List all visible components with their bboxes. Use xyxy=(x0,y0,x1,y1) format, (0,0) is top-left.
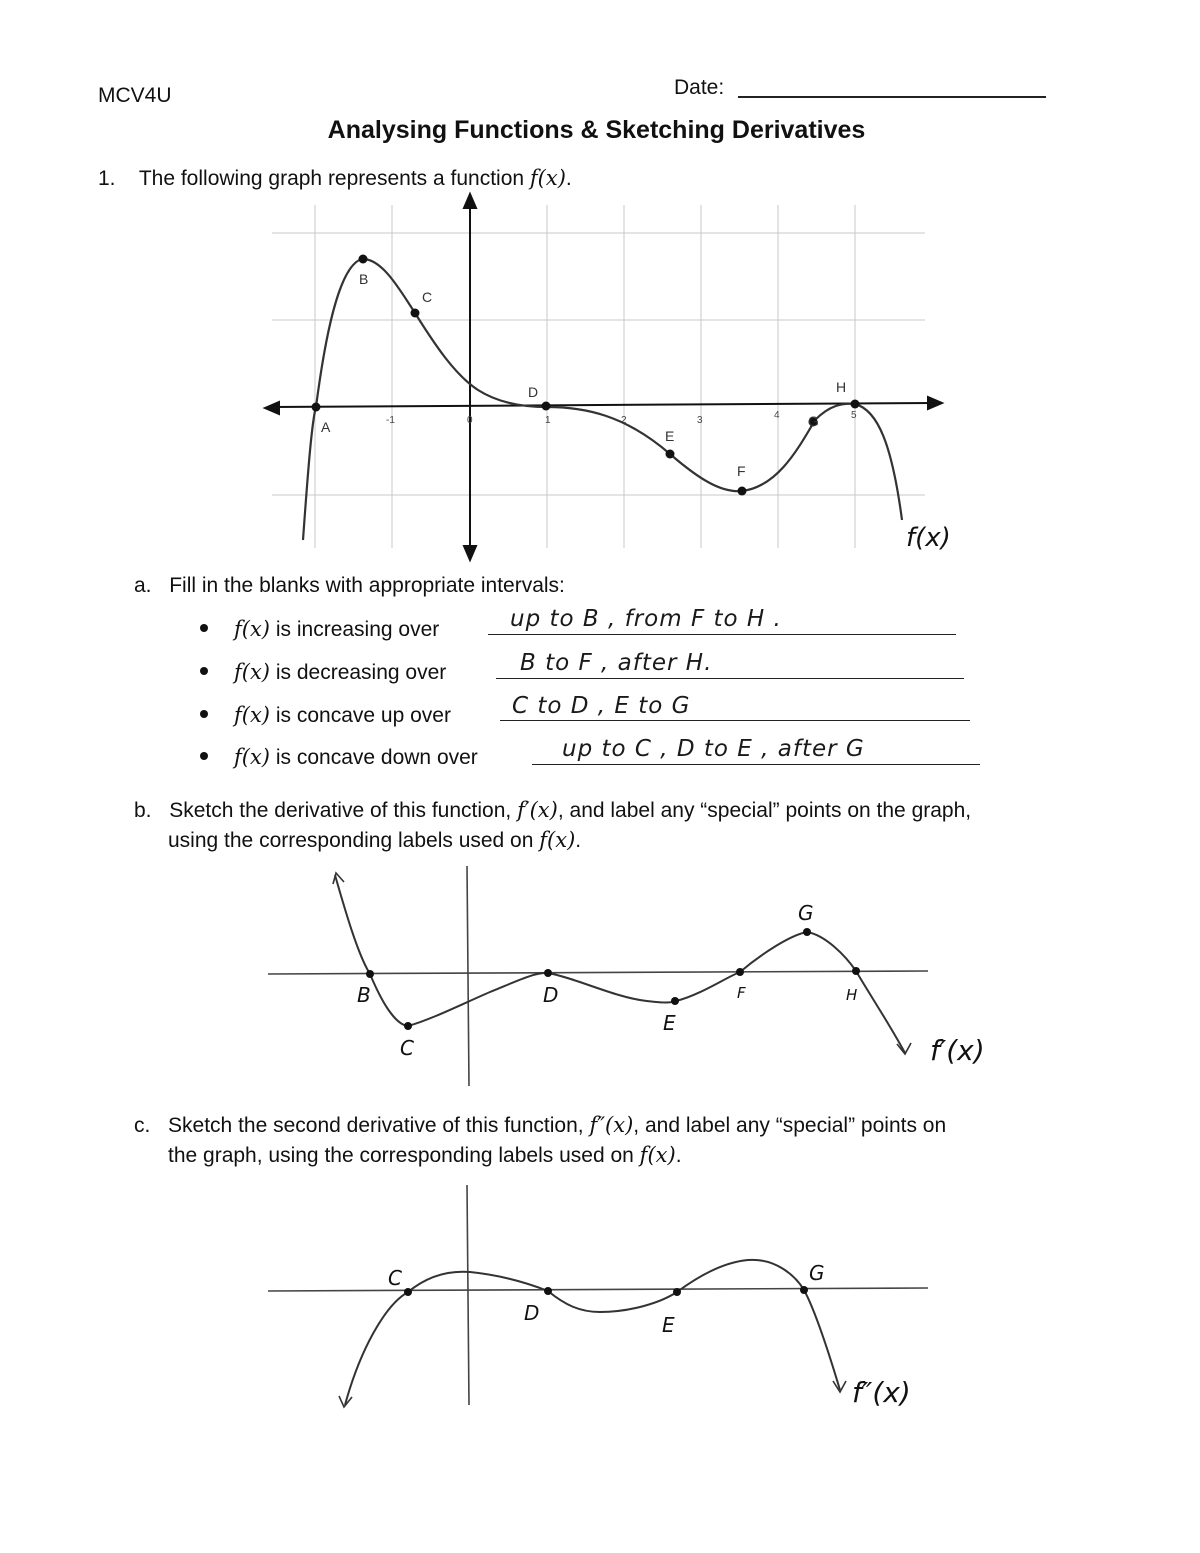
point-h-marker xyxy=(851,400,860,409)
fx-symbol: f(x) xyxy=(234,617,271,641)
tick-label: -1 xyxy=(386,415,395,426)
tick-label: 3 xyxy=(697,415,703,426)
point-e-marker xyxy=(671,997,679,1005)
y-axis-arrow-up xyxy=(464,194,476,208)
fprime-curve xyxy=(335,875,905,1053)
point-label-e: E xyxy=(662,1313,675,1337)
answer-blank-decreasing[interactable] xyxy=(496,678,964,679)
fprime-symbol: f′(x) xyxy=(517,798,558,822)
part-letter: c. xyxy=(134,1114,151,1137)
graph-fprime xyxy=(0,860,1200,1100)
part-b-prompt xyxy=(134,798,971,823)
point-c-marker xyxy=(404,1022,412,1030)
part-a-prompt xyxy=(134,574,565,598)
list-item xyxy=(200,703,451,728)
arrow-down-icon xyxy=(897,1043,911,1054)
answer-concave-up: C to D , E to G xyxy=(512,693,691,719)
point-c-marker xyxy=(404,1288,412,1296)
point-b-marker xyxy=(359,255,368,264)
part-b-line2 xyxy=(168,828,581,853)
part-c-line1-prefix: Sketch the second derivative of this function, xyxy=(168,1114,590,1137)
point-c-marker xyxy=(411,309,420,318)
point-label-d: D xyxy=(524,1301,540,1325)
course-code: MCV4U xyxy=(98,84,172,107)
part-c-line2 xyxy=(168,1143,682,1168)
part-b-line2-suffix: . xyxy=(575,829,582,852)
date-label: Date: xyxy=(674,76,725,99)
fx-symbol: f(x) xyxy=(234,660,271,684)
x-axis-arrow-right xyxy=(928,397,942,409)
tick-label: 2 xyxy=(621,415,627,426)
answer-blank-increasing[interactable] xyxy=(488,634,956,635)
graph-fdoubleprime xyxy=(0,1180,1200,1420)
y-axis xyxy=(467,1185,469,1405)
point-g-marker xyxy=(803,928,811,936)
part-b-line1-prefix: Sketch the derivative of this function, xyxy=(169,799,518,822)
f-curve xyxy=(303,259,902,540)
point-d-marker xyxy=(542,402,551,411)
point-label-f: F xyxy=(737,984,746,1002)
point-label-e: E xyxy=(665,428,675,444)
x-axis-arrow-left xyxy=(265,402,279,414)
y-axis-arrow-down xyxy=(464,546,476,560)
graph-f-grid xyxy=(272,205,925,548)
fx-symbol: f(x) xyxy=(639,1143,676,1167)
fx-symbol: f(x) xyxy=(539,828,576,852)
part-letter: a. xyxy=(134,574,152,597)
answer-blank-concave-up[interactable] xyxy=(500,720,970,721)
point-a-marker xyxy=(312,403,321,412)
point-label-f: F xyxy=(737,463,746,479)
point-f-marker xyxy=(738,487,747,496)
curve-label-fdoubleprime: f″(x) xyxy=(852,1376,911,1409)
part-c-line2-suffix: . xyxy=(675,1144,682,1167)
graph-f-tick-labels xyxy=(386,410,857,426)
page-title: Analysing Functions & Sketching Derivatives xyxy=(327,116,866,144)
point-label-h: H xyxy=(846,986,858,1004)
point-label-b: B xyxy=(357,983,371,1007)
point-label-c: C xyxy=(422,289,433,305)
point-label-b: B xyxy=(359,271,369,287)
bullet-icon xyxy=(200,752,208,760)
point-label-d: D xyxy=(528,384,539,400)
list-item xyxy=(200,617,439,642)
bullet-icon xyxy=(200,624,208,632)
question-1-suffix: . xyxy=(565,167,572,190)
answer-decreasing: B to F , after H. xyxy=(520,650,713,676)
x-axis xyxy=(268,1288,928,1291)
curve-label-fx: f(x) xyxy=(906,523,951,553)
point-label-c: C xyxy=(388,1266,402,1290)
tick-label: 4 xyxy=(774,410,780,421)
point-label-g: G xyxy=(809,1261,825,1285)
point-e-marker xyxy=(666,450,675,459)
curve-label-fprime: f′(x) xyxy=(930,1034,985,1067)
part-b-line2-prefix: using the corresponding labels used on xyxy=(168,829,540,852)
fx-symbol: f(x) xyxy=(234,745,271,769)
item-text: is concave up over xyxy=(270,704,451,727)
bullet-icon xyxy=(200,710,208,718)
part-c-line1-suffix: , and label any “special” points on xyxy=(633,1114,947,1137)
point-label-g: G xyxy=(808,413,819,429)
part-c-line2-prefix: the graph, using the corresponding labels used on xyxy=(168,1144,640,1167)
list-item xyxy=(200,660,446,685)
point-f-marker xyxy=(736,968,744,976)
point-g-marker xyxy=(800,1286,808,1294)
fx-symbol: f(x) xyxy=(234,703,271,727)
point-d-marker xyxy=(544,969,552,977)
question-number: 1. xyxy=(98,167,116,190)
part-a-text: Fill in the blanks with appropriate intervals: xyxy=(169,574,565,597)
tick-label: 1 xyxy=(545,415,551,426)
part-letter: b. xyxy=(134,799,152,822)
fdoubleprime-symbol: f″(x) xyxy=(589,1113,634,1137)
tick-label: 5 xyxy=(851,410,857,421)
point-label-e: E xyxy=(663,1011,676,1035)
point-h-marker xyxy=(852,967,860,975)
point-b-marker xyxy=(366,970,374,978)
arrow-up-icon xyxy=(333,873,344,884)
list-item xyxy=(200,745,478,770)
point-label-g: G xyxy=(798,901,814,925)
item-text: is decreasing over xyxy=(270,661,447,684)
answer-concave-down: up to C , D to E , after G xyxy=(562,736,865,762)
tick-label: 0 xyxy=(467,415,473,426)
answer-blank-concave-down[interactable] xyxy=(532,764,980,765)
point-label-h: H xyxy=(836,379,847,395)
point-label-a: A xyxy=(321,419,331,435)
part-b-line1-suffix: , and label any “special” points on the graph, xyxy=(557,799,972,822)
graph-f xyxy=(0,0,1200,580)
question-1-prefix: The following graph represents a function xyxy=(138,167,530,190)
fx-symbol: f(x) xyxy=(529,166,566,190)
point-d-marker xyxy=(544,1287,552,1295)
answer-increasing: up to B , from F to H . xyxy=(510,606,782,632)
item-text: is increasing over xyxy=(270,618,440,641)
bullet-icon xyxy=(200,667,208,675)
point-label-d: D xyxy=(543,983,559,1007)
part-c-prompt xyxy=(134,1113,946,1138)
point-e-marker xyxy=(673,1288,681,1296)
fdoubleprime-curve xyxy=(345,1260,840,1405)
y-axis xyxy=(467,866,469,1086)
point-label-c: C xyxy=(400,1036,414,1060)
item-text: is concave down over xyxy=(270,746,478,769)
